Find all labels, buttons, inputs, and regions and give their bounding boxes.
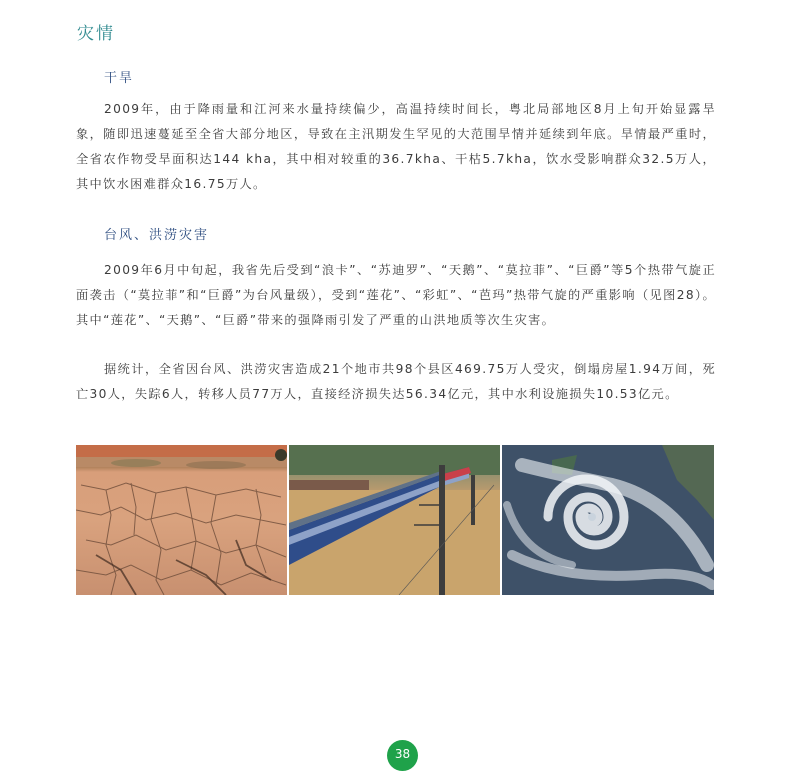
typhoon-paragraph: 2009年6月中旬起，我省先后受到“浪卡”、“苏迪罗”、“天鹅”、“莫拉菲”、“巨爵”等5个热带气旋正面袭击（“莫拉菲”和“巨爵”为台风量级），受到“莲花”、“彩虹”、“芭玛”热带气旋的严重影响（见图28）。其中“莲花”、“天鹅”、“巨爵”带来的强降雨引发了严重的山洪地质等次生灾害。 <box>76 263 716 327</box>
page-number-badge: 38 <box>387 740 418 771</box>
photo-strip <box>76 445 714 595</box>
drought-heading: 干旱 <box>104 71 135 86</box>
typhoon-flood-heading: 台风、洪涝灾害 <box>104 228 210 243</box>
drought-paragraph: 2009年，由于降雨量和江河来水量持续偏少，高温持续时间长，粤北局部地区8月上旬开始显露旱象，随即迅速蔓延至全省大部分地区，导致在主汛期发生罕见的大范围旱情并延续到年底。旱情最严重时，全省农作物受旱面积达144 kha，其中相对较重的36.7kha、干枯5.7kha，饮水受影响群众32.5万人，其中饮水困难群众16.75万人。 <box>76 102 716 191</box>
typhoon-photo <box>502 445 714 595</box>
statistics-paragraph: 据统计，全省因台风、洪涝灾害造成21个地市共98个县区469.75万人受灾，倒塌房屋1.94万间，死亡30人，失踪6人，转移人员77万人，直接经济损失达56.34亿元，其中水利设施损失10.53亿元。 <box>76 362 716 401</box>
flood-photo <box>289 445 500 595</box>
flooded-train-image <box>289 445 500 595</box>
cracked-earth-image <box>76 445 287 595</box>
typhoon-satellite-image <box>502 445 714 595</box>
drought-photo <box>76 445 287 595</box>
section-title: 灾情 <box>77 24 115 44</box>
